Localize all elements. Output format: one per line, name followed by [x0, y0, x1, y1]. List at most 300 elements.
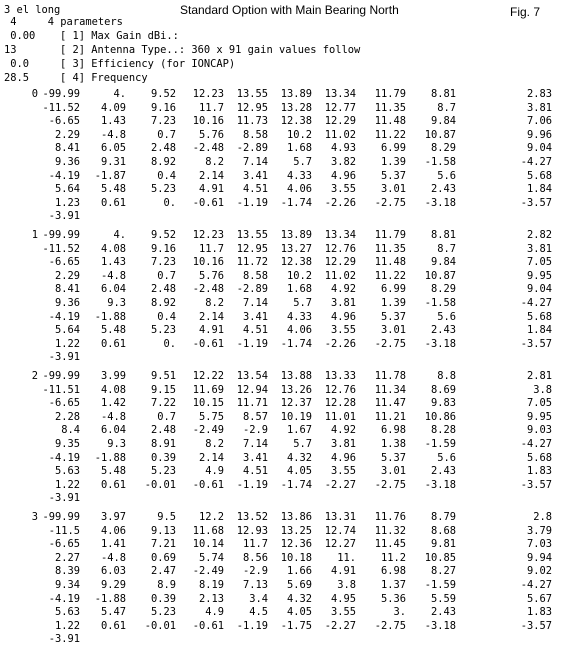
gain-value: -4.8 — [100, 128, 126, 141]
parameter-text: [ 3] Efficiency (for IONCAP) — [60, 58, 236, 70]
gain-value: 4.96 — [330, 451, 356, 464]
gain-value: -0.01 — [144, 619, 176, 632]
gain-value: 2.29 — [54, 128, 80, 141]
gain-value: -1.88 — [94, 451, 126, 464]
gain-value: 9.15 — [150, 383, 176, 396]
gain-value: 3.41 — [242, 310, 268, 323]
gain-value: 9.16 — [150, 101, 176, 114]
gain-value: 4.09 — [100, 101, 126, 114]
gain-value: 3.81 — [330, 438, 356, 450]
gain-value: 13.34 — [324, 88, 356, 100]
gain-value: 0.39 — [150, 451, 176, 464]
gain-value: 8.91 — [150, 438, 176, 450]
gain-value: 9.29 — [100, 579, 126, 591]
gain-value: 2.43 — [430, 465, 456, 478]
gain-value: 8.7 — [437, 101, 456, 114]
gain-value: 10.85 — [424, 551, 456, 564]
gain-value: 6.98 — [380, 424, 406, 437]
gain-value: 8.2 — [205, 297, 224, 309]
gain-value: 2.29 — [54, 269, 80, 282]
gain-value: 9.3 — [107, 297, 126, 309]
gain-value: 4.33 — [286, 169, 312, 182]
gain-value: 8.81 — [430, 88, 456, 100]
gain-value: 0.61 — [100, 619, 126, 632]
gain-value: 11.2 — [380, 551, 406, 564]
gain-value: 7.14 — [242, 297, 268, 309]
gain-value: 9.51 — [150, 370, 176, 382]
gain-value: -4.8 — [100, 551, 126, 564]
gain-value: 2.82 — [526, 229, 552, 241]
gain-value: 9.94 — [526, 551, 552, 564]
gain-value: 5.6 — [437, 451, 456, 464]
gain-value: 12.29 — [324, 256, 356, 269]
gain-value: 8.58 — [242, 269, 268, 282]
gain-value: 5.7 — [293, 438, 312, 450]
gain-value: 4.08 — [100, 242, 126, 255]
gain-value: 8.7 — [437, 242, 456, 255]
gain-value: 6.04 — [100, 424, 126, 437]
gain-value: 13.55 — [236, 88, 268, 100]
gain-value: 2.43 — [430, 183, 456, 196]
gain-value: 6.98 — [380, 565, 406, 578]
gain-value: 8.57 — [242, 410, 268, 423]
gain-value: 1.43 — [100, 256, 126, 269]
gain-value: 10.18 — [280, 551, 312, 564]
gain-value: -4.27 — [520, 156, 552, 168]
gain-value: 4.9 — [205, 606, 224, 619]
gain-value: 8.28 — [430, 424, 456, 437]
gain-value: 1.42 — [100, 397, 126, 410]
gain-value: 5.63 — [54, 606, 80, 619]
gain-value: 1.83 — [526, 465, 552, 478]
gain-value: -1.74 — [280, 337, 312, 350]
gain-value: 2.28 — [54, 410, 80, 423]
gain-value: 11.35 — [374, 101, 406, 114]
gain-value: -2.89 — [236, 283, 268, 296]
gain-value: 11.69 — [192, 383, 224, 396]
gain-value: 1.84 — [526, 183, 552, 196]
gain-value: 9.81 — [430, 538, 456, 551]
gain-value: 8.9 — [157, 579, 176, 591]
gain-value: -2.89 — [236, 142, 268, 155]
gain-value: 0.61 — [100, 337, 126, 350]
gain-value: 1.43 — [100, 115, 126, 128]
gain-value: 3.81 — [526, 242, 552, 255]
azimuth-label: 1 — [31, 229, 38, 241]
gain-value: 5.63 — [54, 465, 80, 478]
gain-value: 5.36 — [380, 592, 406, 605]
gain-value: 4.33 — [286, 310, 312, 323]
gain-value: 2.48 — [150, 424, 176, 437]
gain-value: 2.43 — [430, 606, 456, 619]
gain-value: 7.05 — [526, 256, 552, 269]
gain-value: 2.83 — [526, 88, 552, 100]
gain-value: 8.41 — [54, 283, 80, 296]
gain-value: 11.48 — [374, 256, 406, 269]
gain-value: 11.7 — [198, 101, 224, 114]
gain-value: 5.76 — [198, 269, 224, 282]
gain-value: -0.61 — [192, 619, 224, 632]
gain-value: -3.57 — [520, 337, 552, 350]
gain-value: 8.27 — [430, 565, 456, 578]
gain-value: 12.23 — [192, 229, 224, 241]
gain-value: 9.16 — [150, 242, 176, 255]
gain-value: 5.48 — [100, 183, 126, 196]
gain-value: 4.9 — [205, 465, 224, 478]
gain-value: 12.76 — [324, 383, 356, 396]
gain-value: 4.51 — [242, 324, 268, 337]
gain-value: -2.48 — [192, 142, 224, 155]
gain-value: 7.23 — [150, 115, 176, 128]
gain-value: 6.99 — [380, 283, 406, 296]
gain-value: 2.81 — [526, 370, 552, 382]
gain-value: -2.75 — [374, 619, 406, 632]
gain-value: 3.55 — [330, 183, 356, 196]
gain-value: -2.26 — [324, 337, 356, 350]
gain-value: -3.91 — [48, 492, 80, 505]
gain-value: 8.19 — [198, 579, 224, 591]
gain-value: 1.22 — [54, 478, 80, 491]
gain-value: 4.06 — [286, 324, 312, 337]
gain-value: 1.22 — [54, 619, 80, 632]
gain-value: -4.8 — [100, 410, 126, 423]
gain-value: -2.49 — [192, 424, 224, 437]
gain-value: 1.83 — [526, 606, 552, 619]
gain-value: 4.5 — [249, 606, 268, 619]
gain-value: -99.99 — [42, 511, 80, 523]
gain-value: 9.31 — [100, 156, 126, 168]
gain-value: 5.59 — [430, 592, 456, 605]
gain-value: 8.29 — [430, 283, 456, 296]
gain-value: -0.61 — [192, 337, 224, 350]
gain-value: 5.7 — [293, 297, 312, 309]
gain-value: 5.6 — [437, 310, 456, 323]
gain-value: -6.65 — [48, 397, 80, 410]
gain-value: 0.4 — [157, 169, 176, 182]
gain-value: -4.19 — [48, 592, 80, 605]
gain-value: -1.59 — [424, 579, 456, 591]
gain-value: 10.87 — [424, 128, 456, 141]
gain-value: 8.92 — [150, 156, 176, 168]
gain-value: 7.13 — [242, 579, 268, 591]
gain-value: 13.27 — [280, 242, 312, 255]
gain-value: -6.65 — [48, 256, 80, 269]
gain-value: -99.99 — [42, 370, 80, 382]
gain-value: 3.01 — [380, 183, 406, 196]
gain-value: -4.19 — [48, 310, 80, 323]
gain-value: 11.7 — [242, 538, 268, 551]
gain-value: 13.55 — [236, 229, 268, 241]
gain-value: 11.35 — [374, 242, 406, 255]
gain-value: 12.38 — [280, 256, 312, 269]
gain-value: 5.48 — [100, 465, 126, 478]
gain-value: 7.22 — [150, 397, 176, 410]
gain-value: -1.75 — [280, 619, 312, 632]
gain-value: 3.8 — [533, 383, 552, 396]
gain-value: 8.81 — [430, 229, 456, 241]
parameter-text: [ 1] Max Gain dBi.: — [60, 30, 179, 42]
gain-value: 7.23 — [150, 256, 176, 269]
gain-value: 7.03 — [526, 538, 552, 551]
gain-value: 8.92 — [150, 297, 176, 309]
gain-value: 4.05 — [286, 606, 312, 619]
gain-value: 13.86 — [280, 511, 312, 523]
gain-value: 1.38 — [380, 438, 406, 450]
gain-value: 11.71 — [236, 397, 268, 410]
gain-value: 11.72 — [236, 256, 268, 269]
parameter-value: 28.5 — [4, 72, 30, 84]
gain-value: 12.77 — [324, 101, 356, 114]
gain-value: 11.32 — [374, 524, 406, 537]
gain-value: 0.61 — [100, 478, 126, 491]
gain-value: 12.37 — [280, 397, 312, 410]
gain-value: -1.19 — [236, 619, 268, 632]
gain-value: -3.91 — [48, 210, 80, 223]
gain-value: 7.05 — [526, 397, 552, 410]
gain-value: 9.36 — [54, 297, 80, 309]
gain-value: -2.9 — [242, 424, 268, 437]
gain-value: 2.48 — [150, 142, 176, 155]
gain-value: -1.59 — [424, 438, 456, 450]
gain-value: 11.79 — [374, 88, 406, 100]
gain-value: 4.06 — [286, 183, 312, 196]
gain-value: 10.86 — [424, 410, 456, 423]
gain-value: -99.99 — [42, 88, 80, 100]
gain-value: 0.4 — [157, 310, 176, 323]
gain-value: 9.96 — [526, 128, 552, 141]
gain-value: 1.22 — [54, 337, 80, 350]
gain-value: 5.67 — [526, 592, 552, 605]
gain-value: 1.68 — [286, 283, 312, 296]
gain-value: 13.54 — [236, 370, 268, 382]
gain-value: 12.38 — [280, 115, 312, 128]
gain-value: 4.51 — [242, 465, 268, 478]
gain-value: 3.01 — [380, 324, 406, 337]
gain-value: 12.27 — [324, 538, 356, 551]
gain-value: 5.76 — [198, 128, 224, 141]
gain-value: 2.8 — [533, 511, 552, 523]
gain-value: 11.22 — [374, 128, 406, 141]
gain-value: 12.95 — [236, 101, 268, 114]
gain-value: 9.52 — [150, 229, 176, 241]
gain-value: 13.28 — [280, 101, 312, 114]
gain-value: 11.73 — [236, 115, 268, 128]
gain-value: 10.2 — [286, 269, 312, 282]
gain-value: 4.91 — [330, 565, 356, 578]
gain-value: -3.91 — [48, 351, 80, 364]
gain-value: 4.08 — [100, 383, 126, 396]
file-id: 3 el long — [4, 4, 61, 16]
gain-value: 9.34 — [54, 579, 80, 591]
gain-value: 8.39 — [54, 565, 80, 578]
gain-value: 5.74 — [198, 551, 224, 564]
gain-value: 11.47 — [374, 397, 406, 410]
gain-value: 1.84 — [526, 324, 552, 337]
gain-value: 0.7 — [157, 128, 176, 141]
gain-value: 13.89 — [280, 229, 312, 241]
gain-value: 3.55 — [330, 324, 356, 337]
gain-value: 1.37 — [380, 579, 406, 591]
gain-value: 8.68 — [430, 524, 456, 537]
gain-value: 9.52 — [150, 88, 176, 100]
gain-value: 2.27 — [54, 551, 80, 564]
gain-value: -1.74 — [280, 478, 312, 491]
gain-value: 1.23 — [54, 196, 80, 209]
parameter-value: 0.00 — [4, 30, 36, 42]
gain-value: 12.76 — [324, 242, 356, 255]
gain-value: 1.68 — [286, 142, 312, 155]
gain-value: 12.29 — [324, 115, 356, 128]
gain-value: 11.22 — [374, 269, 406, 282]
gain-value: 11.79 — [374, 229, 406, 241]
gain-value: -1.87 — [94, 169, 126, 182]
gain-value: -3.57 — [520, 196, 552, 209]
gain-value: 5.6 — [437, 169, 456, 182]
gain-value: 0.7 — [157, 410, 176, 423]
gain-value: 12.36 — [280, 538, 312, 551]
gain-value: 10.14 — [192, 538, 224, 551]
gain-value: 12.74 — [324, 524, 356, 537]
gain-value: -11.51 — [42, 383, 80, 396]
gain-value: 12.22 — [192, 370, 224, 382]
gain-value: -1.58 — [424, 156, 456, 168]
gain-value: 8.56 — [242, 551, 268, 564]
gain-value: -2.26 — [324, 196, 356, 209]
gain-value: -2.9 — [242, 565, 268, 578]
param-count: 4 4 parameters — [4, 16, 123, 28]
gain-value: 5.23 — [150, 465, 176, 478]
gain-value: 13.26 — [280, 383, 312, 396]
gain-value: 10.16 — [192, 115, 224, 128]
gain-value: 4.92 — [330, 424, 356, 437]
gain-value: 3.79 — [526, 524, 552, 537]
gain-value: 2.43 — [430, 324, 456, 337]
gain-value: -3.18 — [424, 478, 456, 491]
gain-value: -1.88 — [94, 592, 126, 605]
gain-value: 4.05 — [286, 465, 312, 478]
gain-value: 11.45 — [374, 538, 406, 551]
gain-value: 8.58 — [242, 128, 268, 141]
gain-value: 4.95 — [330, 592, 356, 605]
gain-value: 2.14 — [198, 310, 224, 323]
azimuth-label: 3 — [31, 511, 38, 523]
gain-value: 9.95 — [526, 269, 552, 282]
gain-value: -99.99 — [42, 229, 80, 241]
gain-value: 12.94 — [236, 383, 268, 396]
gain-value: 4.51 — [242, 183, 268, 196]
gain-value: 11.01 — [324, 410, 356, 423]
gain-value: 8.69 — [430, 383, 456, 396]
gain-value: 9.35 — [54, 438, 80, 450]
gain-value: 9.5 — [157, 511, 176, 523]
gain-value: 11. — [337, 551, 356, 564]
gain-value: 13.34 — [324, 229, 356, 241]
gain-value: -3.18 — [424, 196, 456, 209]
gain-value: 2.14 — [198, 169, 224, 182]
gain-value: 11.76 — [374, 511, 406, 523]
gain-value: -0.01 — [144, 478, 176, 491]
gain-value: 12.23 — [192, 88, 224, 100]
gain-value: 7.06 — [526, 115, 552, 128]
gain-value: -4.27 — [520, 297, 552, 309]
gain-value: -1.74 — [280, 196, 312, 209]
gain-value: 3.81 — [526, 101, 552, 114]
gain-value: -11.52 — [42, 101, 80, 114]
gain-value: 13.33 — [324, 370, 356, 382]
gain-value: -2.48 — [192, 283, 224, 296]
gain-value: -1.19 — [236, 478, 268, 491]
gain-value: 13.88 — [280, 370, 312, 382]
gain-value: 10.16 — [192, 256, 224, 269]
gain-value: -3.57 — [520, 478, 552, 491]
gain-value: -0.61 — [192, 478, 224, 491]
gain-value: 2.14 — [198, 451, 224, 464]
gain-value: 5.69 — [286, 579, 312, 591]
gain-value: 9.84 — [430, 256, 456, 269]
gain-value: 9.04 — [526, 283, 552, 296]
gain-value: 2.47 — [150, 565, 176, 578]
gain-value: 4.32 — [286, 451, 312, 464]
gain-value: -3.18 — [424, 619, 456, 632]
gain-value: 3.4 — [249, 592, 268, 605]
gain-value: -1.19 — [236, 196, 268, 209]
gain-value: 1.66 — [286, 565, 312, 578]
gain-value: 10.2 — [286, 128, 312, 141]
gain-value: 3.81 — [330, 297, 356, 309]
gain-value: 5.48 — [100, 324, 126, 337]
gain-value: 5.23 — [150, 324, 176, 337]
gain-value: -4.19 — [48, 169, 80, 182]
gain-value: 6.03 — [100, 565, 126, 578]
gain-value: -1.19 — [236, 337, 268, 350]
gain-value: 4.91 — [198, 324, 224, 337]
gain-value: 2.48 — [150, 283, 176, 296]
gain-value: 8.29 — [430, 142, 456, 155]
gain-value: 4.96 — [330, 169, 356, 182]
gain-value: 8.4 — [61, 424, 80, 437]
gain-value: -11.5 — [48, 524, 80, 537]
gain-value: 4.92 — [330, 283, 356, 296]
parameter-value: 13 — [4, 44, 17, 56]
gain-value: 1.67 — [286, 424, 312, 437]
gain-value: -3.91 — [48, 633, 80, 646]
page-title: Standard Option with Main Bearing North — [180, 3, 399, 17]
gain-value: 0.39 — [150, 592, 176, 605]
parameter-text: [ 4] Frequency — [60, 72, 148, 84]
gain-value: 12.28 — [324, 397, 356, 410]
gain-value: -2.27 — [324, 619, 356, 632]
gain-value: -6.65 — [48, 115, 80, 128]
gain-value: 9.84 — [430, 115, 456, 128]
gain-value: 13.52 — [236, 511, 268, 523]
gain-value: 9.36 — [54, 156, 80, 168]
gain-value: 7.14 — [242, 438, 268, 450]
gain-value: 11.78 — [374, 370, 406, 382]
gain-value: -2.27 — [324, 478, 356, 491]
gain-value: 11.68 — [192, 524, 224, 537]
gain-value: -4.19 — [48, 451, 80, 464]
gain-value: 4. — [113, 88, 126, 100]
gain-value: 8.2 — [205, 438, 224, 450]
gain-value: 3.97 — [100, 511, 126, 523]
gain-value: 11.7 — [198, 242, 224, 255]
gain-value: 11.02 — [324, 128, 356, 141]
gain-value: 4.93 — [330, 142, 356, 155]
gain-value: 0.61 — [100, 196, 126, 209]
gain-value: 9.95 — [526, 410, 552, 423]
gain-value: -2.75 — [374, 337, 406, 350]
gain-value: 4.32 — [286, 592, 312, 605]
